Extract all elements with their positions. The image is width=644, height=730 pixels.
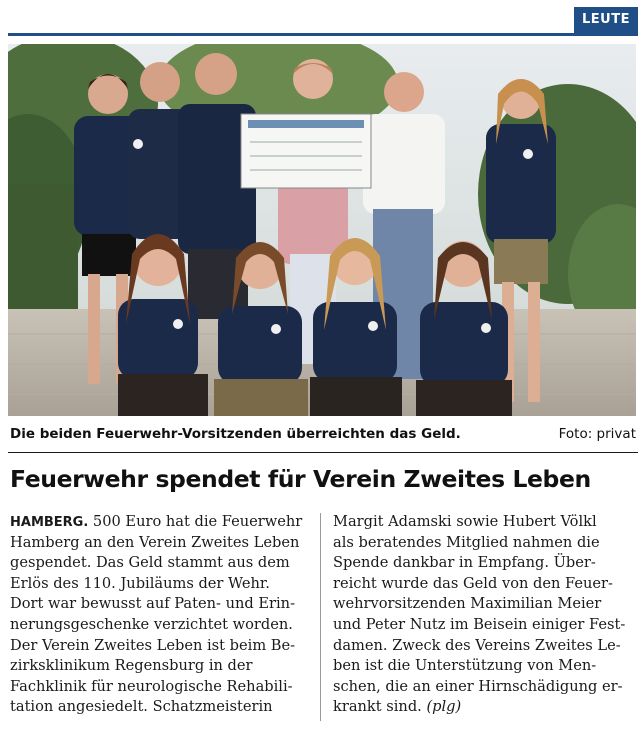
article-line: und Peter Nutz im Beisein einiger Fest-	[333, 615, 626, 633]
article-line: als beratendes Mitglied nahmen die	[333, 533, 600, 551]
article-line: tation angesiedelt. Schatzmeisterin	[10, 698, 273, 716]
group-photo	[8, 44, 636, 416]
photo-caption: Die beiden Feuerwehr-Vorsitzenden überreichten das Geld.	[10, 426, 461, 442]
article-dateline: HAMBERG.	[10, 515, 89, 530]
article-line: Fachklinik für neurologische Rehabili-	[10, 677, 293, 695]
article-line: nerungsgeschenke verzichtet worden.	[10, 615, 293, 633]
caption-divider	[8, 452, 638, 453]
article-line: Spende dankbar in Empfang. Über-	[333, 554, 596, 572]
article-line: zirksklinikum Regensburg in der	[10, 657, 253, 675]
article-line: gespendet. Das Geld stammt aus dem	[10, 554, 290, 572]
article-line: Margit Adamski sowie Hubert Völkl	[333, 513, 597, 530]
article-author: (plg)	[426, 698, 462, 716]
article-line: Hamberg an den Verein Zweites Leben	[10, 533, 300, 551]
column-divider	[320, 513, 321, 721]
article-line: ben ist die Unterstützung von Men-	[333, 657, 597, 675]
section-tag: LEUTE	[574, 7, 638, 33]
article-line: damen. Zweck des Vereins Zweites Le-	[333, 636, 621, 654]
article-last-line: krankt sind.	[333, 698, 427, 716]
article-line	[10, 512, 310, 533]
article-line: Dort war bewusst auf Paten- und Erin-	[10, 595, 296, 613]
section-header-bar	[8, 7, 638, 36]
article-line-text: 500 Euro hat die Feuerwehr	[88, 513, 303, 530]
article-line: Erlös des 110. Jubiläums der Wehr.	[10, 574, 270, 592]
article-line: reicht wurde das Geld von den Feuer-	[333, 574, 613, 592]
photo-credit: Foto: privat	[558, 426, 636, 442]
article-line	[333, 697, 633, 718]
article-column-left	[10, 512, 310, 718]
article-line: Der Verein Zweites Leben ist beim Be-	[10, 636, 296, 654]
article-column-right	[333, 512, 633, 718]
article-line: schen, die an einer Hirnschädigung er-	[333, 677, 623, 695]
article-line: wehrvorsitzenden Maximilian Meier	[333, 595, 602, 613]
article-headline: Feuerwehr spendet für Verein Zweites Leben	[10, 465, 591, 493]
